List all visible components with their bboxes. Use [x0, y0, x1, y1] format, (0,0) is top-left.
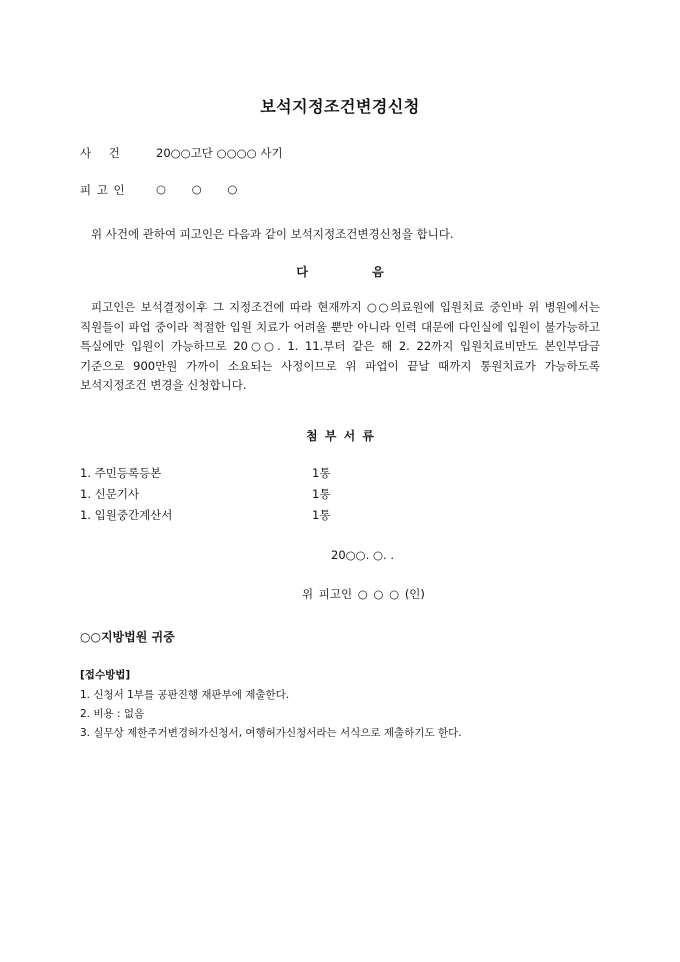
method-title: [접수방법]: [80, 669, 131, 681]
body-paragraph: 피고인은 보석결정이후 그 지정조건에 따라 현재까지 ○○의료원에 입원치료 중인바 위 병원에서는 직원들이 파업 중이라 적절한 입원 치료가 어려울 뿐만 아니라 인력 대문에 다인실에 입원이 불가능하고 특실에만 입원이 가능하므로 20○○. 1. 11.부터 같은 해 2. 22까지 입원치료비만도 본인부담금 기준으로 900만원 가까이 소요되는 사정이므로 위 파업이 끝날 때까지 통원치료가 가능하도록 보석지정조건 변경을 신청합니다.: [80, 300, 600, 392]
defendant-value: ○ ○ ○: [156, 182, 238, 196]
document-title: 보석지정조건변경신청: [260, 97, 420, 116]
document-date: 20○○. ○. .: [331, 548, 395, 562]
intro-paragraph: 위 사건에 관하여 피고인은 다음과 같이 보석지정조건변경신청을 합니다.: [91, 227, 454, 241]
attachment-item: [80, 465, 330, 481]
defendant-label: 피 고 인: [80, 183, 125, 197]
method-item: 2. 비용 : 없음: [80, 708, 145, 720]
method-item: 3. 실무상 제한주거변경허가신청서, 여행허가신청서라는 서식으로 제출하기도 한다.: [80, 727, 462, 739]
attachment-name: 1. 입원중간계산서: [80, 508, 173, 522]
attachment-item: [80, 507, 330, 523]
section-heading: 다 음: [296, 265, 384, 279]
case-value: 20○○고단 ○○○○ 사기: [156, 146, 283, 160]
attachment-name: 1. 주민등록등본: [80, 466, 162, 480]
attachment-count: 1통: [312, 508, 331, 522]
attachment-count: 1통: [312, 487, 331, 501]
attachment-count: 1통: [312, 466, 331, 480]
attachment-item: [80, 486, 330, 502]
signer-line: 위 피고인 ○ ○ ○ (인): [302, 587, 425, 601]
method-item: 1. 신청서 1부를 공판진행 재판부에 제출한다.: [80, 689, 290, 701]
attachment-name: 1. 신문기사: [80, 487, 140, 501]
case-row: [80, 145, 283, 161]
case-label: 사 건: [80, 146, 120, 160]
court-addressee: ○○지방법원 귀중: [80, 630, 175, 644]
attachments-heading: 첨 부 서 류: [306, 429, 374, 443]
defendant-row: [80, 182, 237, 198]
